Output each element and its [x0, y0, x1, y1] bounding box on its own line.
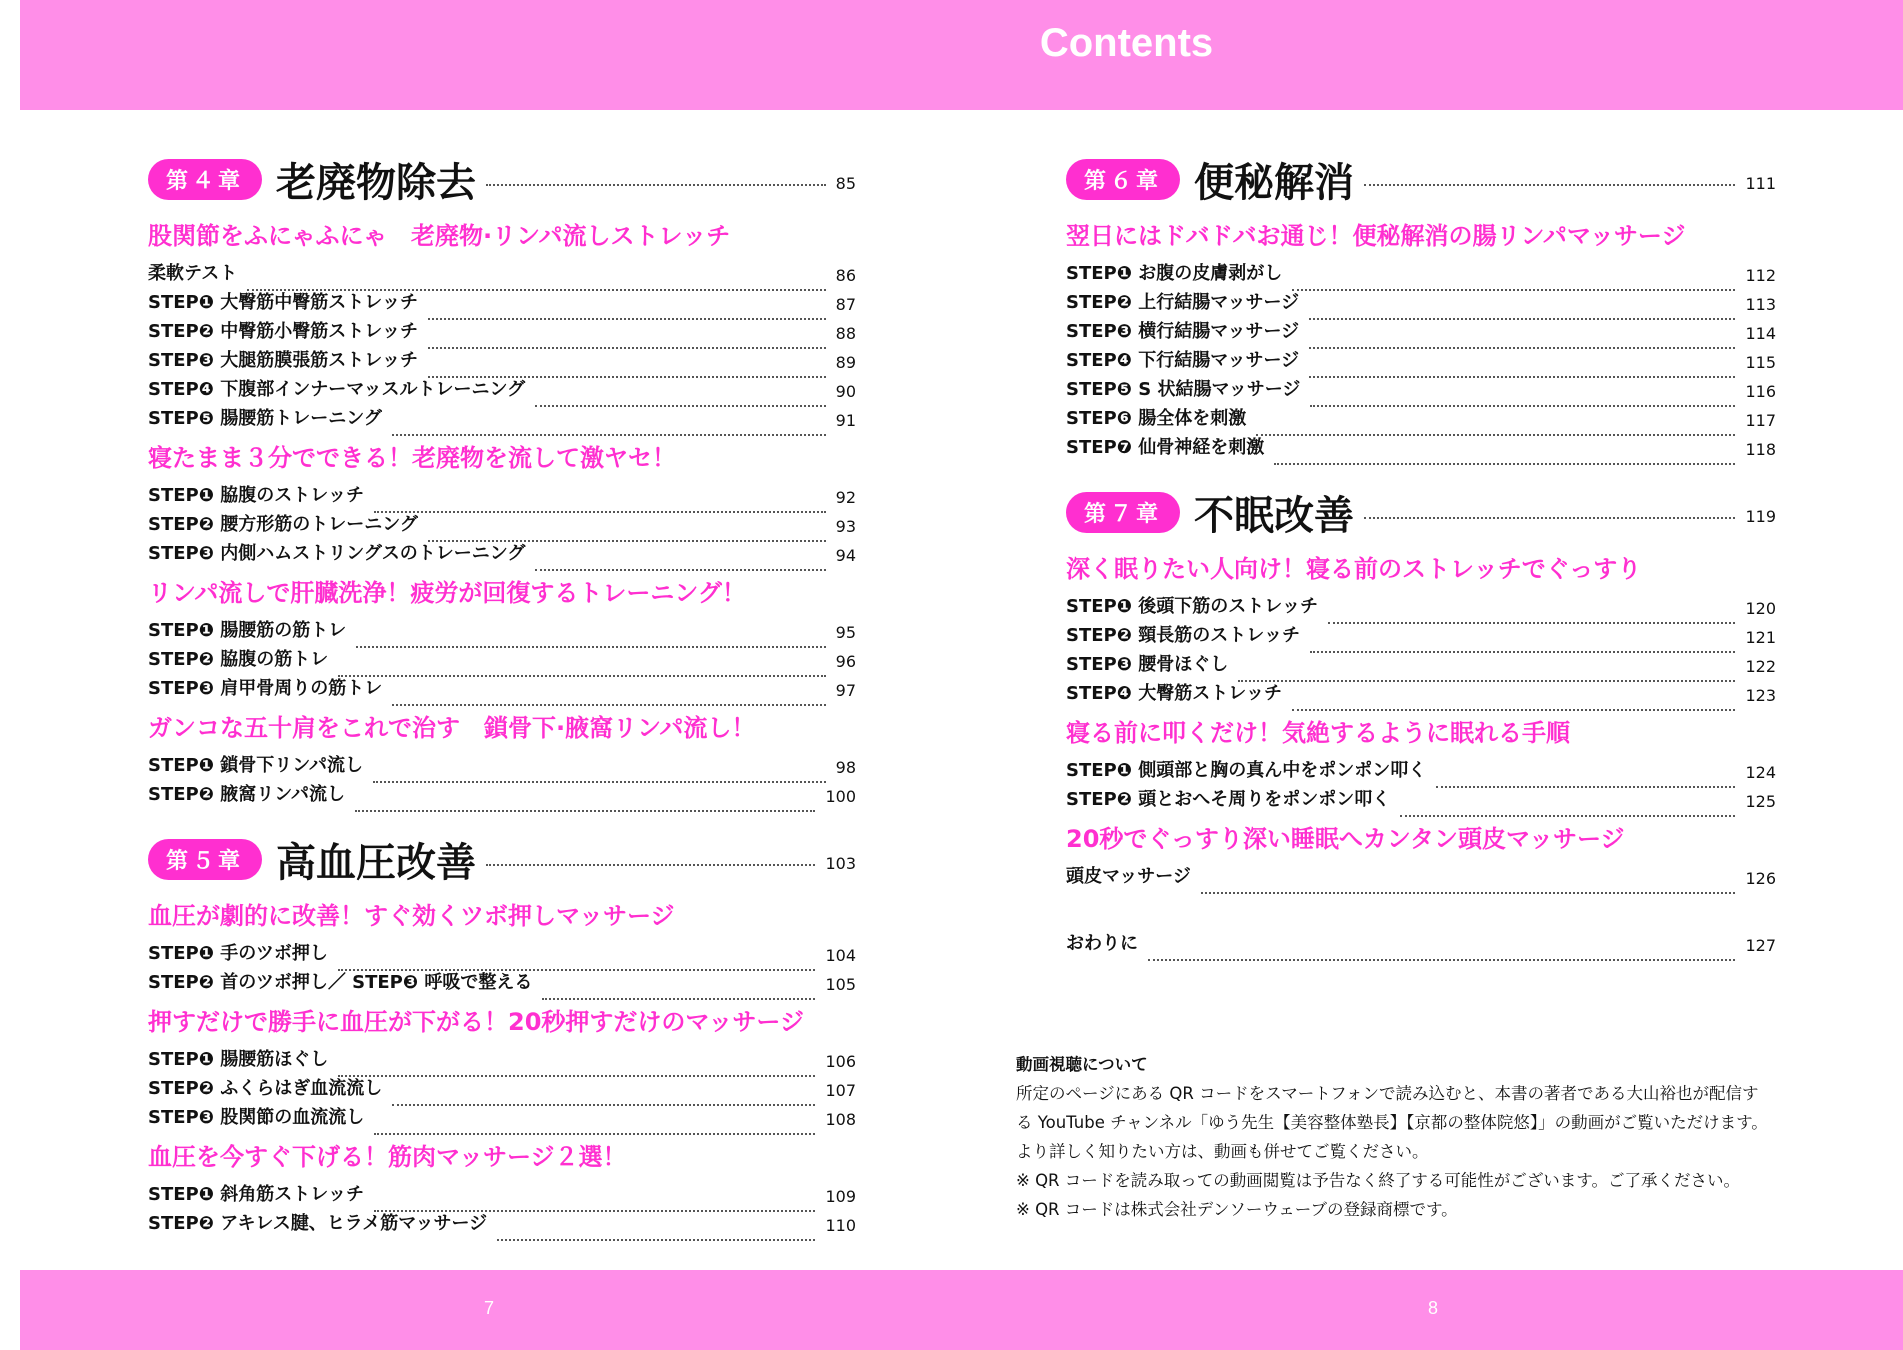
entry-title: STEP❹ 下腹部インナーマッスルトレーニング: [148, 379, 526, 400]
dot-leader: [1238, 680, 1735, 682]
contents-title: Contents: [1039, 20, 1214, 65]
video-note: [1016, 1050, 1846, 1224]
note-title: 動画視聴について: [1016, 1055, 1148, 1074]
entry-title: STEP❷ 腰方形筋のトレーニング: [148, 514, 418, 535]
note-line: 所定のページにある QR コードをスマートフォンで読み込むと、本書の著者である大山裕也が配信す: [1016, 1084, 1759, 1103]
dot-leader: [392, 1104, 815, 1106]
entry-title: STEP❸ 肩甲骨周りの筋トレ: [148, 678, 383, 699]
toc-entry: [1066, 589, 1776, 618]
page-number: 119: [1745, 506, 1776, 526]
page-number: 103: [825, 853, 856, 873]
toc-entry: [1066, 926, 1776, 955]
page-number: 110: [825, 1216, 856, 1235]
entry-title: STEP❶ 大臀筋中臀筋ストレッチ: [148, 292, 419, 313]
note-line: る YouTube チャンネル「ゆう先生【美容整体塾長】【京都の整体院悠】」の動画がご覧いただけます。: [1016, 1113, 1768, 1132]
dot-leader: [1292, 709, 1735, 711]
dot-leader: [338, 969, 816, 971]
section-heading: 寝たまま３分でできる！老廃物を流して激ヤセ！: [148, 444, 676, 472]
note-line: ※ QR コードを読み取っての動画閲覧は予告なく終了する可能性がございます。ご了承ください。: [1016, 1171, 1740, 1190]
dot-leader: [497, 1239, 815, 1241]
note-line: より詳しく知りたい方は、動画も併せてご覧ください。: [1016, 1142, 1429, 1161]
dot-leader: [1256, 434, 1735, 436]
note-line: ※ QR コードは株式会社デンソーウェーブの登録商標です。: [1016, 1200, 1458, 1219]
page-number: 116: [1745, 382, 1776, 401]
page-number: 106: [825, 1052, 856, 1071]
dot-leader: [1436, 786, 1735, 788]
toc-right-column: [1066, 150, 1776, 955]
dot-leader: [1364, 184, 1735, 186]
entry-title: STEP❹ 大臀筋ストレッチ: [1066, 683, 1283, 704]
entry-title: STEP❶ 腸腰筋の筋トレ: [148, 620, 347, 641]
chapter-badge: 第４章: [148, 159, 262, 200]
page-number: 98: [835, 758, 856, 777]
page-number: 105: [825, 975, 856, 994]
page-number: 91: [835, 411, 856, 430]
page-number: 107: [825, 1081, 856, 1100]
entry-title: STEP❶ 手のツボ押し: [148, 943, 328, 964]
footer-band: [20, 1270, 1903, 1350]
page-number: 126: [1745, 869, 1776, 888]
toc-left-column: [148, 150, 856, 1235]
entry-title: STEP❶ 鎖骨下リンパ流し: [148, 755, 363, 776]
page-number: 111: [1745, 173, 1776, 193]
page-number: 100: [825, 787, 856, 806]
toc-entry: [1066, 859, 1776, 888]
entry-title: STEP❷ アキレス腱、ヒラメ筋マッサージ: [148, 1213, 488, 1234]
section-heading: 翌日にはドバドバお通じ！便秘解消の腸リンパマッサージ: [1066, 222, 1686, 250]
section-heading: 寝る前に叩くだけ！気絶するように眠れる手順: [1066, 719, 1570, 747]
entry-title: STEP❷ 脇腹の筋トレ: [148, 649, 329, 670]
page-number: 89: [835, 353, 856, 372]
toc-entry: [148, 748, 856, 777]
entry-title: STEP❷ 中臀筋小臀筋ストレッチ: [148, 321, 419, 342]
dot-leader: [338, 675, 825, 677]
dot-leader: [356, 646, 825, 648]
entry-title: STEP❸ 股関節の血流流し: [148, 1107, 365, 1128]
page-number: 86: [835, 266, 856, 285]
dot-leader: [428, 376, 826, 378]
entry-title: STEP❸ 腰骨ほぐし: [1066, 654, 1229, 675]
entry-title: STEP❶ 後頭下筋のストレッチ: [1066, 596, 1319, 617]
page-number: 113: [1745, 295, 1776, 314]
chapter-heading: [148, 830, 856, 888]
chapter-heading: [1066, 150, 1776, 208]
entry-title: STEP❷ 腋窩リンパ流し: [148, 784, 345, 805]
dot-leader: [247, 289, 825, 291]
page-number: 96: [835, 652, 856, 671]
toc-entry: [148, 1177, 856, 1206]
entry-title: STEP❷ 首のツボ押し／ STEP❸ 呼吸で整える: [148, 972, 533, 993]
entry-title: STEP❶ 腸腰筋ほぐし: [148, 1049, 329, 1070]
dot-leader: [535, 569, 825, 571]
section-heading: ガンコな五十肩をこれで治す 鎖骨下·腋窩リンパ流し！: [148, 714, 756, 742]
dot-leader: [374, 1210, 815, 1212]
chapter-badge: 第６章: [1066, 159, 1180, 200]
toc-entry: [148, 478, 856, 507]
dot-leader: [374, 511, 826, 513]
dot-leader: [1309, 318, 1735, 320]
entry-title: STEP❹ 下行結腸マッサージ: [1066, 350, 1300, 371]
dot-leader: [1309, 376, 1735, 378]
page-number: 90: [835, 382, 856, 401]
toc-entry: [148, 1042, 856, 1071]
entry-title: おわりに: [1066, 933, 1138, 954]
dot-leader: [392, 704, 825, 706]
dot-leader: [1328, 622, 1735, 624]
dot-leader: [1309, 347, 1735, 349]
page-number: 93: [835, 517, 856, 536]
entry-title: STEP❼ 仙骨神経を刺激: [1066, 437, 1265, 458]
toc-entry: [1066, 256, 1776, 285]
dot-leader: [373, 781, 826, 783]
page-number: 97: [835, 681, 856, 700]
page-number: 125: [1745, 792, 1776, 811]
dot-leader: [392, 434, 826, 436]
page-number: 124: [1745, 763, 1776, 782]
page-number: 112: [1745, 266, 1776, 285]
toc-entry: [148, 936, 856, 965]
page-number: 127: [1745, 936, 1776, 955]
header-band: [20, 0, 1903, 110]
dot-leader: [486, 864, 815, 866]
dot-leader: [535, 405, 825, 407]
page-number: 92: [835, 488, 856, 507]
page-number: 87: [835, 295, 856, 314]
chapter-heading: [1066, 483, 1776, 541]
page-number: 123: [1745, 686, 1776, 705]
page-number: 94: [835, 546, 856, 565]
dot-leader: [428, 347, 826, 349]
entry-title: STEP❷ 頭とおへそ周りをポンポン叩く: [1066, 789, 1391, 810]
page-number: 120: [1745, 599, 1776, 618]
entry-title: STEP❶ 斜角筋ストレッチ: [148, 1184, 365, 1205]
section-heading: 20秒でぐっすり深い睡眠へカンタン頭皮マッサージ: [1066, 825, 1625, 853]
page-number: 104: [825, 946, 856, 965]
section-heading: 深く眠りたい人向け！寝る前のストレッチでぐっすり: [1066, 555, 1642, 583]
entry-title: STEP❺ 腸腰筋トレーニング: [148, 408, 382, 429]
dot-leader: [1364, 517, 1735, 519]
entry-title: 頭皮マッサージ: [1066, 866, 1191, 887]
page-number: 88: [835, 324, 856, 343]
entry-title: STEP❶ 脇腹のストレッチ: [148, 485, 365, 506]
dot-leader: [1274, 463, 1735, 465]
toc-entry: [148, 613, 856, 642]
dot-leader: [428, 318, 826, 320]
left-page-number: 7: [484, 1298, 495, 1318]
entry-title: STEP❶ お腹の皮膚剥がし: [1066, 263, 1283, 284]
page-number: 121: [1745, 628, 1776, 647]
entry-title: STEP❸ 横行結腸マッサージ: [1066, 321, 1300, 342]
page-number: 85: [835, 173, 856, 193]
section-heading: 股関節をふにゃふにゃ 老廃物·リンパ流しストレッチ: [148, 222, 731, 250]
dot-leader: [486, 184, 826, 186]
chapter-title: 高血圧改善: [276, 839, 477, 886]
page-number: 122: [1745, 657, 1776, 676]
entry-title: 柔軟テスト: [148, 263, 238, 284]
chapter-title: 老廃物除去: [276, 159, 477, 206]
chapter-title: 便秘解消: [1194, 159, 1355, 206]
dot-leader: [1292, 289, 1735, 291]
section-heading: 押すだけで勝手に血圧が下がる！20秒押すだけのマッサージ: [148, 1008, 804, 1036]
dot-leader: [1201, 892, 1736, 894]
toc-entry: [148, 256, 856, 285]
entry-title: STEP❷ ふくらはぎ血流流し: [148, 1078, 383, 1099]
dot-leader: [374, 1133, 815, 1135]
dot-leader: [355, 810, 815, 812]
entry-title: STEP❸ 大腿筋膜張筋ストレッチ: [148, 350, 419, 371]
page-number: 109: [825, 1187, 856, 1206]
entry-title: STEP❶ 側頭部と胸の真ん中をポンポン叩く: [1066, 760, 1427, 781]
right-page-number: 8: [1428, 1298, 1439, 1318]
chapter-badge: 第７章: [1066, 492, 1180, 533]
dot-leader: [428, 540, 826, 542]
dot-leader: [1148, 959, 1735, 961]
page-number: 95: [835, 623, 856, 642]
dot-leader: [1310, 405, 1735, 407]
toc-entry: [1066, 753, 1776, 782]
dot-leader: [1310, 651, 1735, 653]
chapter-heading: [148, 150, 856, 208]
dot-leader: [1400, 815, 1735, 817]
page-number: 114: [1745, 324, 1776, 343]
dot-leader: [542, 998, 815, 1000]
page-number: 115: [1745, 353, 1776, 372]
entry-title: STEP❷ 頸長筋のストレッチ: [1066, 625, 1301, 646]
section-heading: 血圧が劇的に改善！すぐ効くツボ押しマッサージ: [148, 902, 675, 930]
chapter-title: 不眠改善: [1194, 492, 1355, 539]
page-number: 108: [825, 1110, 856, 1129]
entry-title: STEP❷ 上行結腸マッサージ: [1066, 292, 1300, 313]
entry-title: STEP❻ 腸全体を刺激: [1066, 408, 1247, 429]
entry-title: STEP❸ 内側ハムストリングスのトレーニング: [148, 543, 526, 564]
entry-title: STEP❺ S 状結腸マッサージ: [1066, 379, 1301, 400]
page-number: 118: [1745, 440, 1776, 459]
page-number: 117: [1745, 411, 1776, 430]
dot-leader: [338, 1075, 815, 1077]
chapter-badge: 第５章: [148, 839, 262, 880]
section-heading: リンパ流しで肝臓洗浄！疲労が回復するトレーニング！: [148, 579, 746, 607]
section-heading: 血圧を今すぐ下げる！筋肉マッサージ２選！: [148, 1143, 627, 1171]
